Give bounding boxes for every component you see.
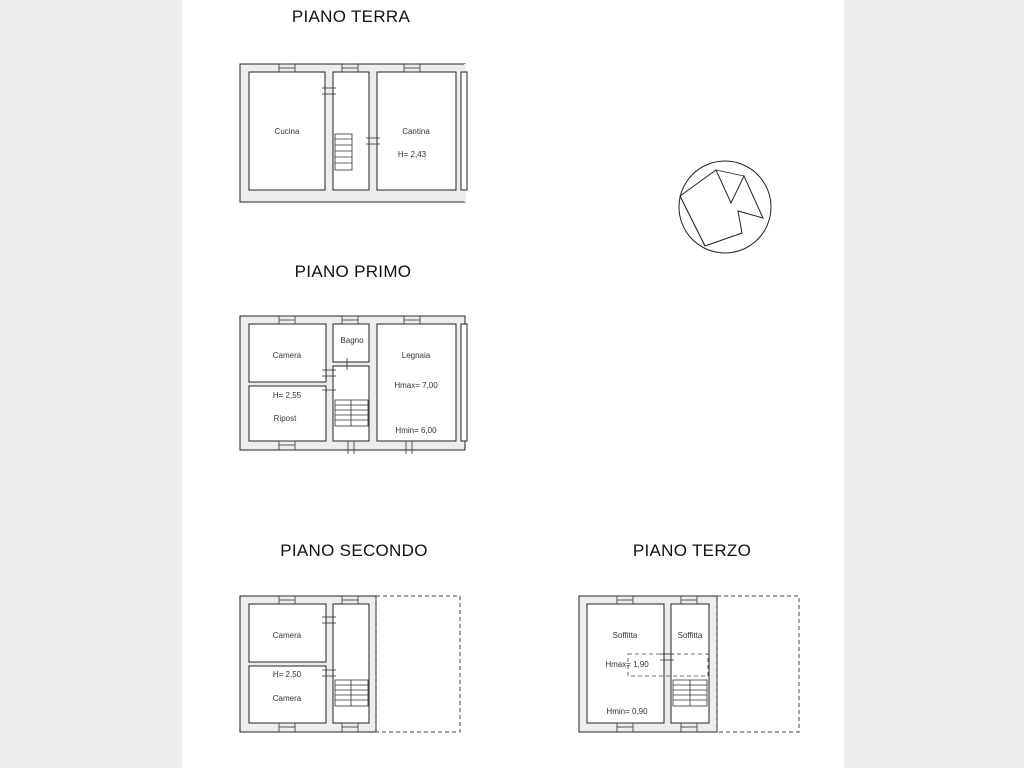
north-arrow-icon	[679, 161, 771, 253]
label-soffitta-2: Soffitta	[677, 631, 703, 640]
title-piano-terra: PIANO TERRA	[291, 7, 411, 26]
label-hmin-terzo: Hmin= 0,90	[606, 707, 648, 716]
label-camera: Camera	[272, 351, 302, 360]
plan-piano-terra	[240, 64, 467, 202]
label-cantina: Cantina	[402, 127, 430, 136]
label-bagno: Bagno	[340, 336, 364, 345]
label-soffitta: Soffitta	[612, 631, 638, 640]
label-height-primo: H= 2,55	[272, 391, 302, 400]
label-ripost: Ripost	[273, 414, 297, 423]
label-height-secondo: H= 2,50	[272, 670, 302, 679]
plan-piano-primo	[240, 316, 467, 454]
outline-unbuilt	[717, 596, 799, 732]
label-hmax-terzo: Hmax= 1,90	[605, 660, 649, 669]
label-hmin-primo: Hmin= 6,00	[395, 426, 437, 435]
title-piano-primo: PIANO PRIMO	[294, 262, 412, 281]
plan-piano-secondo	[240, 596, 460, 732]
title-piano-terzo: PIANO TERZO	[632, 541, 752, 560]
label-cucina: Cucina	[274, 127, 300, 136]
label-height-terra: H= 2,43	[397, 150, 427, 159]
title-piano-secondo: PIANO SECONDO	[280, 541, 428, 560]
label-legnaia: Legnaia	[401, 351, 431, 360]
outline-unbuilt	[376, 596, 460, 732]
label-hmax-primo: Hmax= 7,00	[394, 381, 438, 390]
plan-piano-terzo	[579, 596, 799, 732]
label-camera: Camera	[272, 631, 302, 640]
stair-well	[333, 72, 369, 190]
label-camera-2: Camera	[272, 694, 302, 703]
